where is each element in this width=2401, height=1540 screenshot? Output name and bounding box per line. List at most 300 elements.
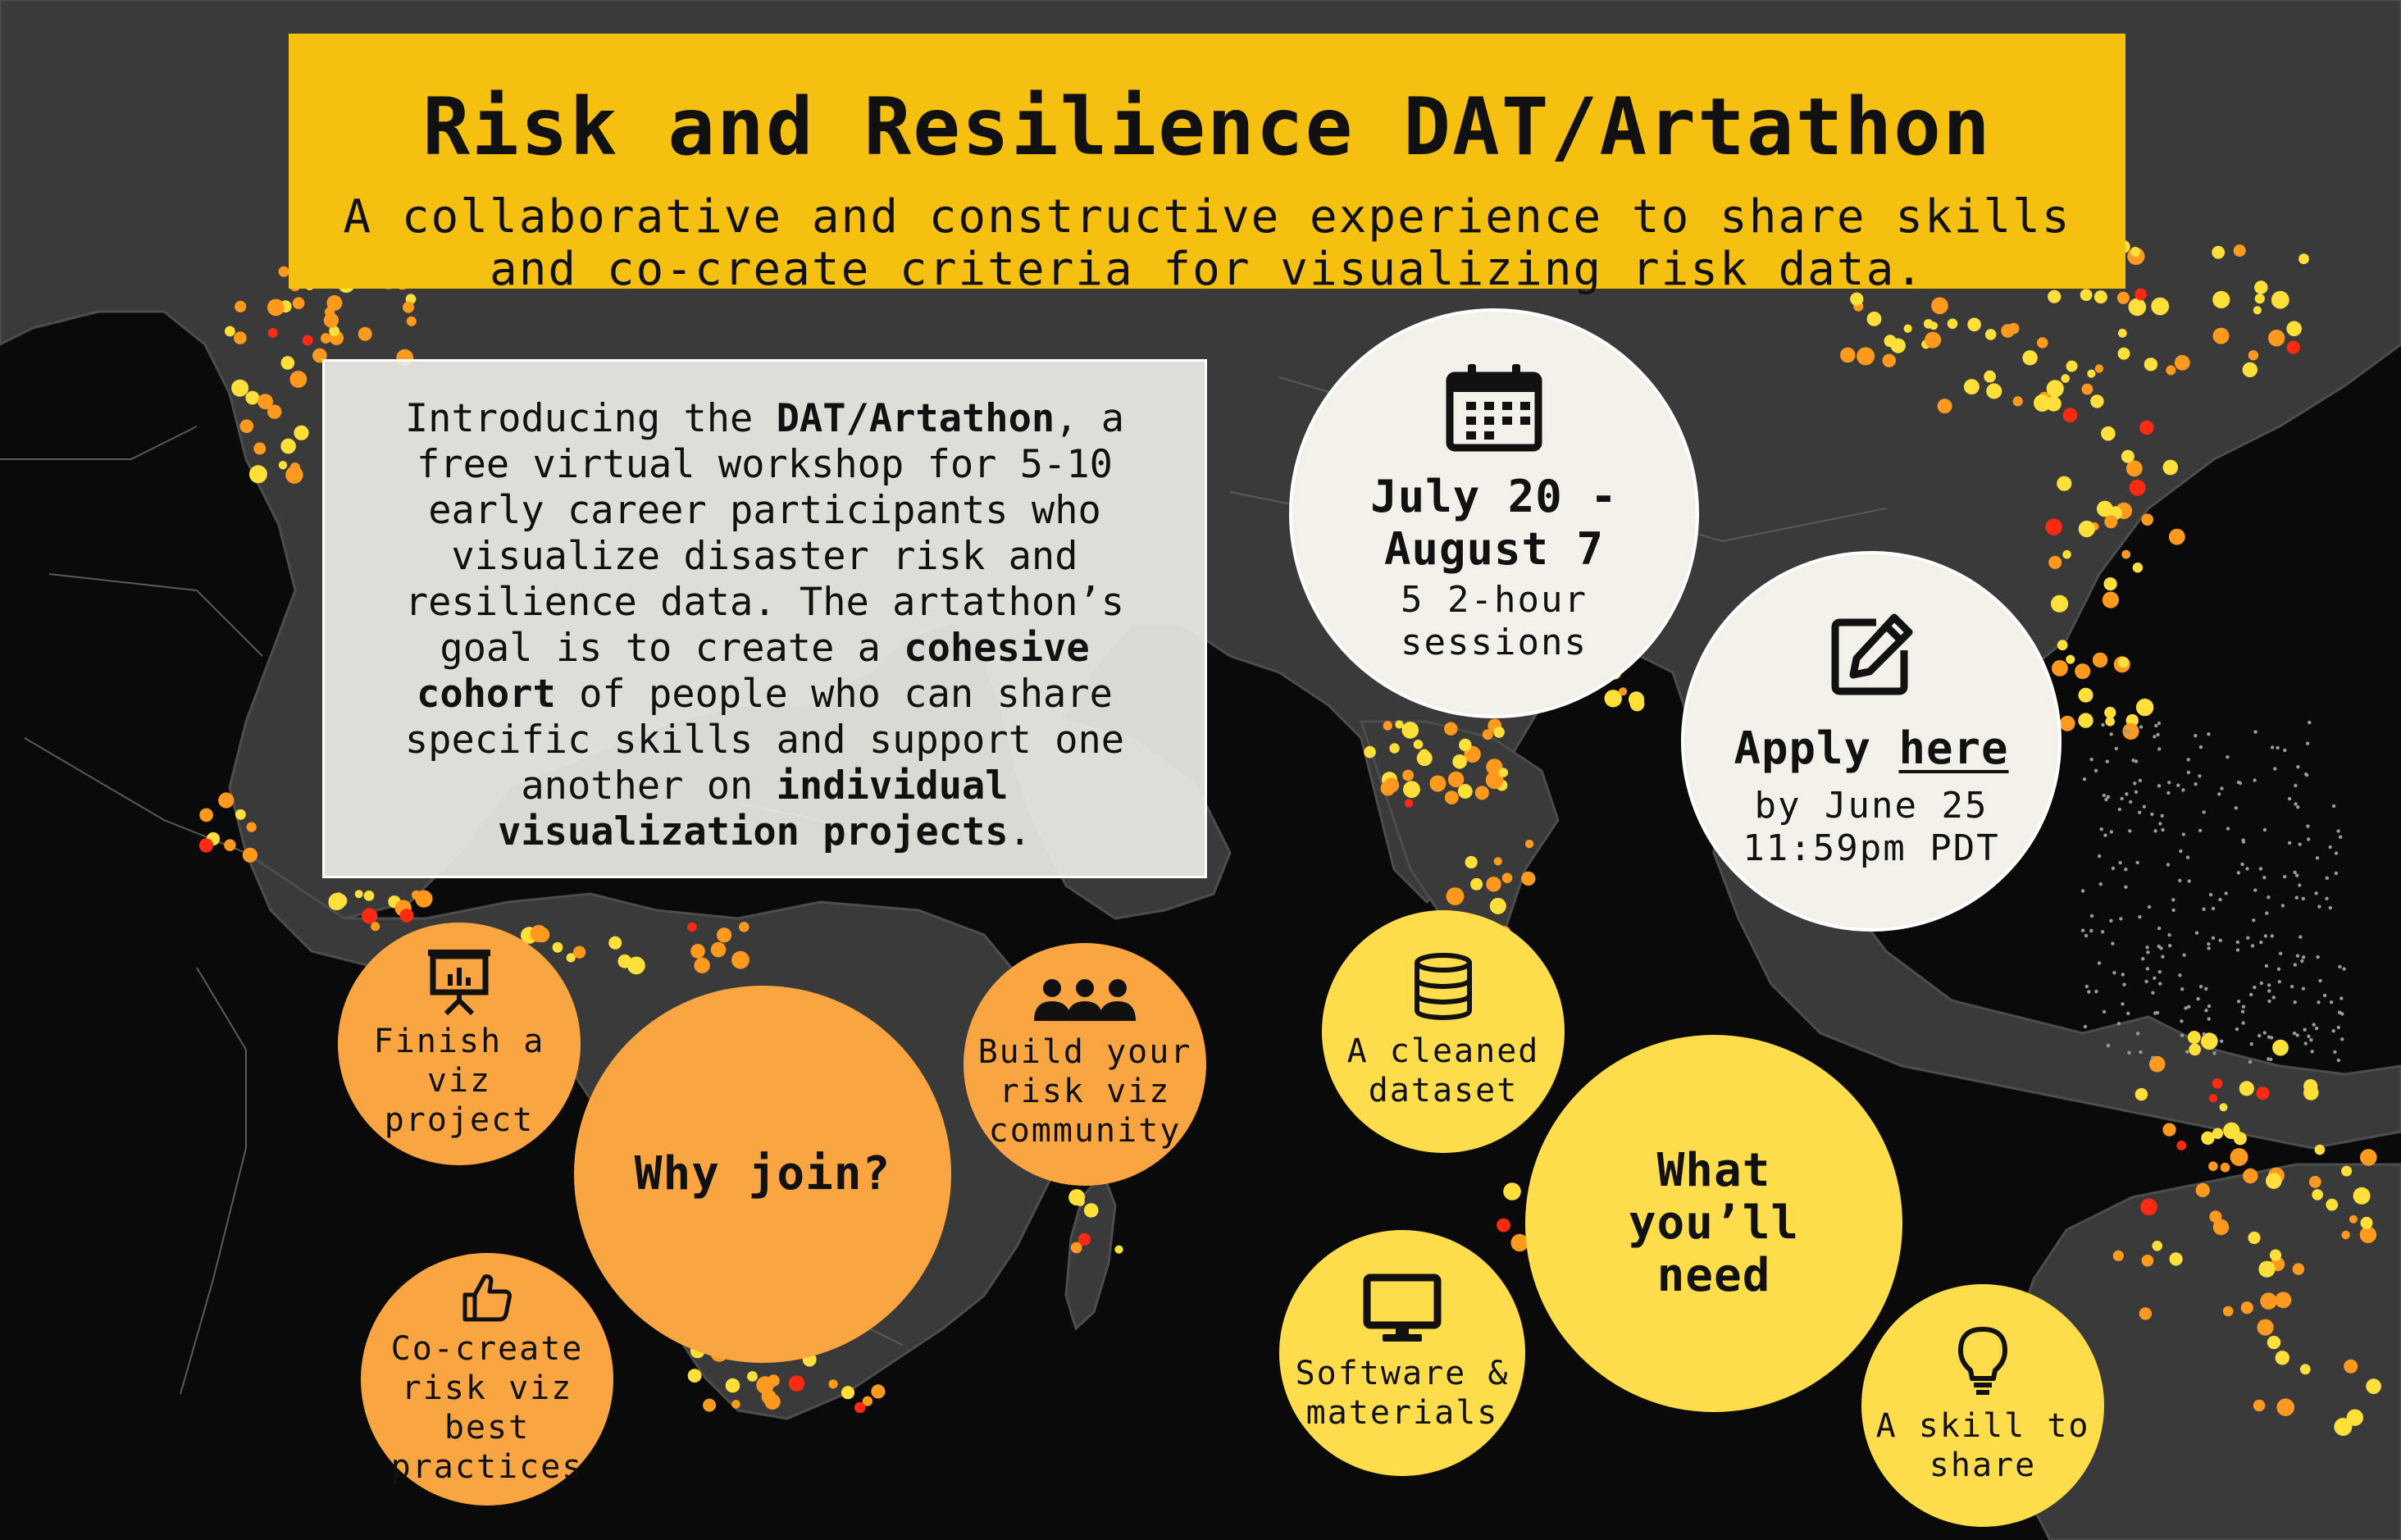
- seismic-speck: [2209, 893, 2212, 896]
- seismic-speck: [2126, 1012, 2130, 1015]
- seismic-speck: [2283, 875, 2286, 878]
- seismic-speck: [2198, 829, 2202, 832]
- seismic-speck: [2103, 833, 2107, 836]
- hazard-dot: [1619, 687, 1627, 695]
- seismic-speck: [2084, 934, 2088, 937]
- hazard-dot: [2270, 1250, 2281, 1261]
- hazard-dot: [764, 1394, 780, 1410]
- seismic-speck: [2302, 955, 2305, 959]
- hazard-dot: [703, 1399, 716, 1412]
- seismic-speck: [2118, 808, 2121, 811]
- hazard-dot: [2094, 290, 2107, 303]
- hazard-dot: [1452, 754, 1467, 769]
- hazard-dot: [2152, 1241, 2162, 1251]
- hazard-dot: [2189, 1044, 2201, 1056]
- seismic-speck: [2300, 959, 2303, 963]
- seismic-speck: [2094, 769, 2098, 772]
- hazard-dot: [2253, 1400, 2266, 1412]
- edit-icon: [1829, 613, 1914, 698]
- seismic-speck: [2150, 813, 2153, 816]
- presentation-chart-icon: [426, 948, 492, 1015]
- seismic-speck: [2271, 934, 2274, 937]
- seismic-speck: [2329, 845, 2332, 849]
- seismic-speck: [2212, 1051, 2216, 1055]
- seismic-speck: [2296, 805, 2299, 809]
- hazard-dot: [1494, 857, 1502, 865]
- seismic-speck: [2180, 1019, 2183, 1023]
- apply-deadline-line1: by June 25: [1754, 785, 1989, 827]
- seismic-speck: [2237, 871, 2240, 874]
- hazard-dot: [2078, 713, 2093, 727]
- intro-text-2: , a free virtual workshop for 5-10 early career participants who visualize disaster risk and resilience data. The artathon’s goal is to create a: [404, 396, 1125, 671]
- intro-text-1: Introducing the: [404, 396, 777, 441]
- hazard-dot: [2057, 640, 2068, 650]
- seismic-speck: [2288, 841, 2291, 845]
- hazard-dot: [2066, 655, 2075, 664]
- seismic-speck: [2293, 1032, 2296, 1035]
- hazard-dot: [1402, 770, 1414, 781]
- seismic-speck: [2157, 722, 2161, 725]
- seismic-speck: [2139, 779, 2142, 782]
- hazard-dot: [2170, 1252, 2183, 1265]
- seismic-speck: [2121, 1002, 2124, 1005]
- hazard-dot: [2144, 358, 2157, 371]
- seismic-speck: [2303, 1028, 2307, 1032]
- seismic-speck: [2090, 758, 2093, 761]
- hazard-dot: [2230, 1148, 2248, 1166]
- seismic-speck: [2203, 810, 2206, 813]
- hazard-dot: [231, 380, 248, 397]
- software-line2: materials: [1305, 1394, 1499, 1432]
- hazard-dot: [2087, 370, 2095, 378]
- hazard-dot: [717, 927, 731, 942]
- hazard-dot: [2287, 341, 2300, 354]
- hazard-dot: [535, 927, 550, 943]
- hazard-dot: [2212, 246, 2225, 259]
- hazard-dot: [2341, 1166, 2352, 1177]
- hazard-dot: [2315, 1145, 2326, 1155]
- hazard-dot: [2208, 1161, 2218, 1171]
- seismic-speck: [2257, 1034, 2261, 1037]
- hazard-dot: [688, 1369, 702, 1383]
- seismic-speck: [2148, 905, 2151, 909]
- seismic-speck: [2226, 755, 2229, 759]
- seismic-speck: [2304, 1041, 2308, 1045]
- seismic-speck: [2294, 963, 2297, 966]
- hazard-dot: [1389, 743, 1399, 753]
- seismic-speck: [2339, 996, 2343, 1000]
- hazard-dot: [293, 297, 305, 309]
- seismic-speck: [2294, 802, 2297, 805]
- seismic-speck: [2194, 734, 2197, 737]
- seismic-speck: [2241, 1021, 2244, 1024]
- hazard-dot: [2162, 1123, 2175, 1137]
- seismic-speck: [2250, 1042, 2253, 1046]
- seismic-speck: [2260, 982, 2263, 985]
- seismic-speck: [2099, 882, 2103, 886]
- seismic-speck: [2089, 929, 2093, 932]
- hazard-dot: [1984, 371, 1996, 383]
- hazard-dot: [1465, 856, 1478, 868]
- apply-deadline-line2: 11:59pm PDT: [1743, 827, 2000, 869]
- apply-circle[interactable]: [1681, 551, 2062, 932]
- hazard-dot: [2082, 384, 2093, 395]
- seismic-speck: [2302, 897, 2305, 900]
- seismic-speck: [2335, 872, 2338, 875]
- seismic-speck: [2311, 1050, 2314, 1053]
- seismic-speck: [2158, 822, 2162, 825]
- dates-range-line2: August 7: [1383, 523, 1605, 575]
- seismic-speck: [2161, 814, 2164, 818]
- seismic-speck: [2267, 895, 2270, 899]
- build-community-line2: risk viz: [999, 1073, 1171, 1110]
- hazard-dot: [1078, 1233, 1091, 1246]
- hazard-dot: [281, 356, 295, 370]
- hazard-dot: [1384, 777, 1399, 792]
- best-practices-line1: Co-create: [390, 1330, 584, 1368]
- hazard-dot: [2133, 563, 2143, 572]
- hazard-dot: [2344, 1360, 2358, 1374]
- seismic-speck: [2178, 973, 2181, 977]
- seismic-speck: [2267, 983, 2271, 986]
- seismic-speck: [2087, 990, 2090, 993]
- page-title: Risk and Resilience DAT/Artathon: [422, 81, 1992, 173]
- hazard-dot: [1925, 332, 1941, 349]
- what-you-need-line1: What: [1656, 1144, 1771, 1197]
- seismic-speck: [2178, 879, 2181, 882]
- software-line1: Software &: [1295, 1355, 1510, 1392]
- hazard-dot: [2293, 1263, 2304, 1274]
- seismic-speck: [2144, 980, 2148, 983]
- hazard-dot: [2163, 460, 2179, 476]
- seismic-speck: [2235, 1027, 2239, 1031]
- why-join-label: Why join?: [634, 1147, 891, 1201]
- seismic-speck: [2276, 746, 2279, 749]
- seismic-speck: [2202, 908, 2205, 911]
- monitor-icon: [1363, 1273, 1442, 1342]
- hazard-dot: [711, 942, 727, 958]
- hazard-dot: [2101, 426, 2116, 441]
- seismic-speck: [2298, 843, 2302, 846]
- hazard-dot: [1867, 312, 1882, 326]
- hazard-dot: [2366, 1378, 2381, 1394]
- hazard-dot: [2037, 337, 2048, 348]
- hazard-dot: [1904, 325, 1912, 333]
- hazard-dot: [321, 333, 331, 344]
- seismic-speck: [2246, 936, 2249, 940]
- hazard-dot: [303, 335, 313, 346]
- hazard-dot: [2130, 480, 2146, 496]
- hazard-dot: [2057, 476, 2071, 491]
- hazard-dot: [789, 1375, 804, 1391]
- hazard-dot: [267, 299, 285, 317]
- hazard-dot: [199, 809, 213, 822]
- seismic-speck: [2270, 1036, 2273, 1039]
- hazard-dot: [2105, 717, 2115, 727]
- seismic-speck: [2212, 907, 2215, 910]
- hazard-dot: [1986, 384, 2002, 399]
- seismic-speck: [2157, 747, 2161, 750]
- seismic-speck: [2151, 991, 2154, 995]
- seismic-speck: [2126, 730, 2130, 733]
- what-you-need-hub: [1525, 1035, 1902, 1412]
- seismic-speck: [2267, 1000, 2271, 1003]
- seismic-speck: [2188, 879, 2191, 882]
- skill-line1: A skill to: [1875, 1407, 2090, 1445]
- hazard-dot: [1964, 379, 1980, 394]
- seismic-speck: [2180, 987, 2184, 991]
- hazard-dot: [2286, 321, 2302, 337]
- hazard-dot: [2045, 518, 2062, 535]
- hazard-dot: [2257, 1087, 2270, 1100]
- seismic-speck: [2122, 983, 2125, 986]
- hazard-dot: [1084, 1203, 1099, 1218]
- hazard-dot: [2140, 1199, 2157, 1216]
- seismic-speck: [2315, 1027, 2318, 1030]
- seismic-speck: [2153, 735, 2156, 738]
- hazard-dot: [2220, 1103, 2228, 1111]
- seismic-speck: [2121, 797, 2124, 800]
- hazard-dot: [1444, 722, 1457, 736]
- hazard-dot: [2266, 1173, 2282, 1189]
- seismic-speck: [2171, 898, 2175, 901]
- seismic-speck: [2278, 980, 2281, 983]
- seismic-speck: [2240, 863, 2244, 866]
- seismic-speck: [2135, 861, 2139, 864]
- hazard-dot: [2212, 1128, 2223, 1139]
- hazard-dot: [2175, 355, 2190, 371]
- hazard-dot: [2051, 595, 2068, 613]
- hazard-dot: [2129, 298, 2147, 317]
- hazard-dot: [1948, 319, 1958, 330]
- hazard-dot: [687, 923, 696, 932]
- people-icon: [1034, 978, 1136, 1024]
- seismic-speck: [2139, 1050, 2142, 1054]
- dataset-line2: dataset: [1368, 1072, 1519, 1109]
- hazard-dot: [2312, 1189, 2323, 1201]
- seismic-speck: [2083, 777, 2086, 781]
- hazard-dot: [2253, 306, 2262, 314]
- hazard-dot: [2118, 329, 2127, 338]
- seismic-speck: [2226, 827, 2230, 830]
- hazard-dot: [2248, 350, 2258, 360]
- hazard-dot: [2001, 324, 2015, 338]
- seismic-speck: [2338, 965, 2341, 968]
- seismic-speck: [2156, 733, 2159, 736]
- finish-project-line2: viz: [426, 1062, 492, 1100]
- hazard-dot: [2212, 1078, 2223, 1089]
- seismic-speck: [2271, 745, 2274, 749]
- apply-title: [1734, 722, 2008, 775]
- hazard-dot: [289, 371, 307, 388]
- hazard-dot: [2243, 362, 2257, 377]
- hazard-dot: [2095, 364, 2103, 372]
- seismic-speck: [2294, 784, 2297, 787]
- hazard-dot: [1502, 873, 1513, 883]
- seismic-speck: [2204, 987, 2207, 991]
- finish-project-circle: [338, 923, 581, 1165]
- hazard-dot: [2209, 1210, 2221, 1223]
- hazard-dot: [2117, 292, 2130, 304]
- seismic-speck: [2236, 941, 2239, 944]
- seismic-speck: [2181, 788, 2185, 791]
- seismic-speck: [2109, 919, 2112, 923]
- hazard-dot: [2258, 1261, 2275, 1278]
- hazard-dot: [2272, 1040, 2289, 1056]
- seismic-speck: [2237, 1000, 2240, 1003]
- hazard-dot: [403, 302, 414, 313]
- seismic-speck: [2316, 955, 2319, 959]
- seismic-speck: [2207, 732, 2210, 736]
- seismic-speck: [2139, 725, 2143, 728]
- hazard-dot: [247, 822, 257, 832]
- seismic-speck: [2317, 904, 2321, 908]
- calendar-icon: [1445, 362, 1543, 453]
- hazard-dot: [2196, 1183, 2210, 1197]
- hazard-dot: [841, 1386, 854, 1399]
- hazard-dot: [2212, 291, 2230, 308]
- seismic-speck: [2219, 939, 2222, 942]
- hazard-dot: [829, 1379, 838, 1388]
- hazard-dot: [2118, 657, 2129, 667]
- hazard-dot: [2047, 380, 2064, 397]
- seismic-speck: [2249, 993, 2253, 996]
- seismic-speck: [2084, 1025, 2087, 1028]
- seismic-speck: [2195, 932, 2198, 935]
- seismic-speck: [2104, 798, 2107, 801]
- hazard-dot: [2334, 1418, 2352, 1436]
- seismic-speck: [2159, 946, 2162, 950]
- seismic-speck: [2119, 861, 2122, 864]
- seismic-speck: [2187, 758, 2190, 761]
- dates-sessions-line1: 5 2-hour: [1401, 579, 1588, 621]
- seismic-speck: [2307, 1035, 2310, 1038]
- hazard-dot: [553, 942, 563, 953]
- hazard-dot: [2309, 1176, 2321, 1188]
- seismic-speck: [2242, 1005, 2245, 1009]
- seismic-speck: [2325, 897, 2328, 900]
- seismic-speck: [2176, 784, 2180, 787]
- hazard-dot: [245, 391, 259, 405]
- hazard-dot: [617, 955, 631, 968]
- seismic-speck: [2123, 729, 2126, 732]
- seismic-speck: [2101, 723, 2104, 727]
- hazard-dot: [2298, 253, 2309, 264]
- hazard-dot: [739, 922, 749, 932]
- seismic-speck: [2129, 800, 2132, 804]
- hazard-dot: [2326, 1199, 2338, 1211]
- skill-line2: share: [1929, 1447, 2037, 1484]
- seismic-speck: [2269, 1058, 2272, 1061]
- seismic-speck: [2125, 792, 2128, 795]
- hazard-dot: [2130, 247, 2140, 257]
- seismic-speck: [2253, 730, 2257, 733]
- hazard-dot: [1967, 318, 1981, 332]
- hazard-dot: [1419, 749, 1429, 760]
- hazard-dot: [695, 958, 710, 973]
- what-you-need-line3: need: [1656, 1249, 1771, 1302]
- seismic-speck: [2283, 749, 2286, 752]
- hazard-dot: [1395, 720, 1403, 728]
- seismic-speck: [2186, 855, 2189, 859]
- hazard-dot: [2342, 1231, 2350, 1239]
- seismic-speck: [2281, 904, 2285, 907]
- thumbs-up-icon: [462, 1272, 513, 1323]
- apply-here-link[interactable]: here: [1898, 722, 2009, 774]
- hazard-dot: [2103, 592, 2119, 608]
- best-practices-line4: practices: [390, 1448, 584, 1486]
- seismic-speck: [2263, 1031, 2267, 1034]
- hazard-dot: [400, 909, 414, 923]
- hazard-dot: [1448, 772, 1464, 787]
- hazard-dot: [2134, 289, 2147, 301]
- hazard-dot: [2136, 699, 2153, 716]
- seismic-speck: [2326, 877, 2329, 880]
- seismic-speck: [2272, 996, 2276, 999]
- hazard-dot: [2075, 663, 2090, 679]
- best-practices-circle: [361, 1253, 613, 1506]
- seismic-speck: [2106, 760, 2109, 763]
- hazard-dot: [253, 443, 266, 455]
- hazard-dot: [2166, 366, 2175, 376]
- lightbulb-icon: [1957, 1326, 2008, 1396]
- dates-range-line1: July 20 -: [1370, 471, 1618, 522]
- hazard-dot: [2142, 1255, 2154, 1267]
- seismic-speck: [2157, 927, 2161, 930]
- seismic-speck: [2124, 868, 2127, 871]
- hazard-dot: [1985, 329, 1997, 340]
- seismic-speck: [2217, 792, 2221, 795]
- hazard-dot: [1931, 298, 1948, 315]
- build-community-line1: Build your: [977, 1033, 1192, 1071]
- seismic-speck: [2252, 918, 2255, 922]
- seismic-speck: [2133, 781, 2136, 785]
- hazard-dot: [234, 331, 247, 344]
- seismic-speck: [2248, 1060, 2252, 1064]
- seismic-speck: [2171, 909, 2175, 912]
- hazard-dot: [279, 267, 289, 277]
- seismic-speck: [2267, 989, 2271, 992]
- hazard-dot: [2241, 1301, 2253, 1314]
- hazard-dot: [731, 1400, 740, 1409]
- hazard-dot: [2169, 529, 2185, 545]
- seismic-speck: [2185, 1050, 2189, 1054]
- hazard-dot: [1470, 878, 1483, 891]
- hazard-dot: [2209, 1094, 2217, 1102]
- hazard-dot: [249, 465, 267, 483]
- hazard-dot: [258, 394, 271, 407]
- seismic-speck: [2098, 961, 2101, 964]
- seismic-speck: [2330, 1000, 2333, 1004]
- hazard-dot: [2361, 1217, 2373, 1229]
- hazard-dot: [1938, 399, 1952, 413]
- hazard-dot: [854, 1402, 865, 1413]
- seismic-speck: [2245, 867, 2248, 870]
- hazard-dot: [1629, 691, 1644, 707]
- hazard-dot: [1497, 1219, 1510, 1232]
- seismic-speck: [2296, 1033, 2299, 1037]
- database-icon: [1413, 953, 1474, 1020]
- seismic-speck: [2098, 854, 2101, 858]
- seismic-speck: [2145, 945, 2148, 949]
- seismic-speck: [2141, 957, 2144, 960]
- hazard-dot: [1840, 348, 1856, 363]
- seismic-speck: [2220, 786, 2223, 790]
- hazard-dot: [2034, 394, 2051, 412]
- seismic-speck: [2253, 778, 2256, 781]
- hazard-dot: [358, 327, 372, 341]
- hazard-dot: [2151, 298, 2169, 316]
